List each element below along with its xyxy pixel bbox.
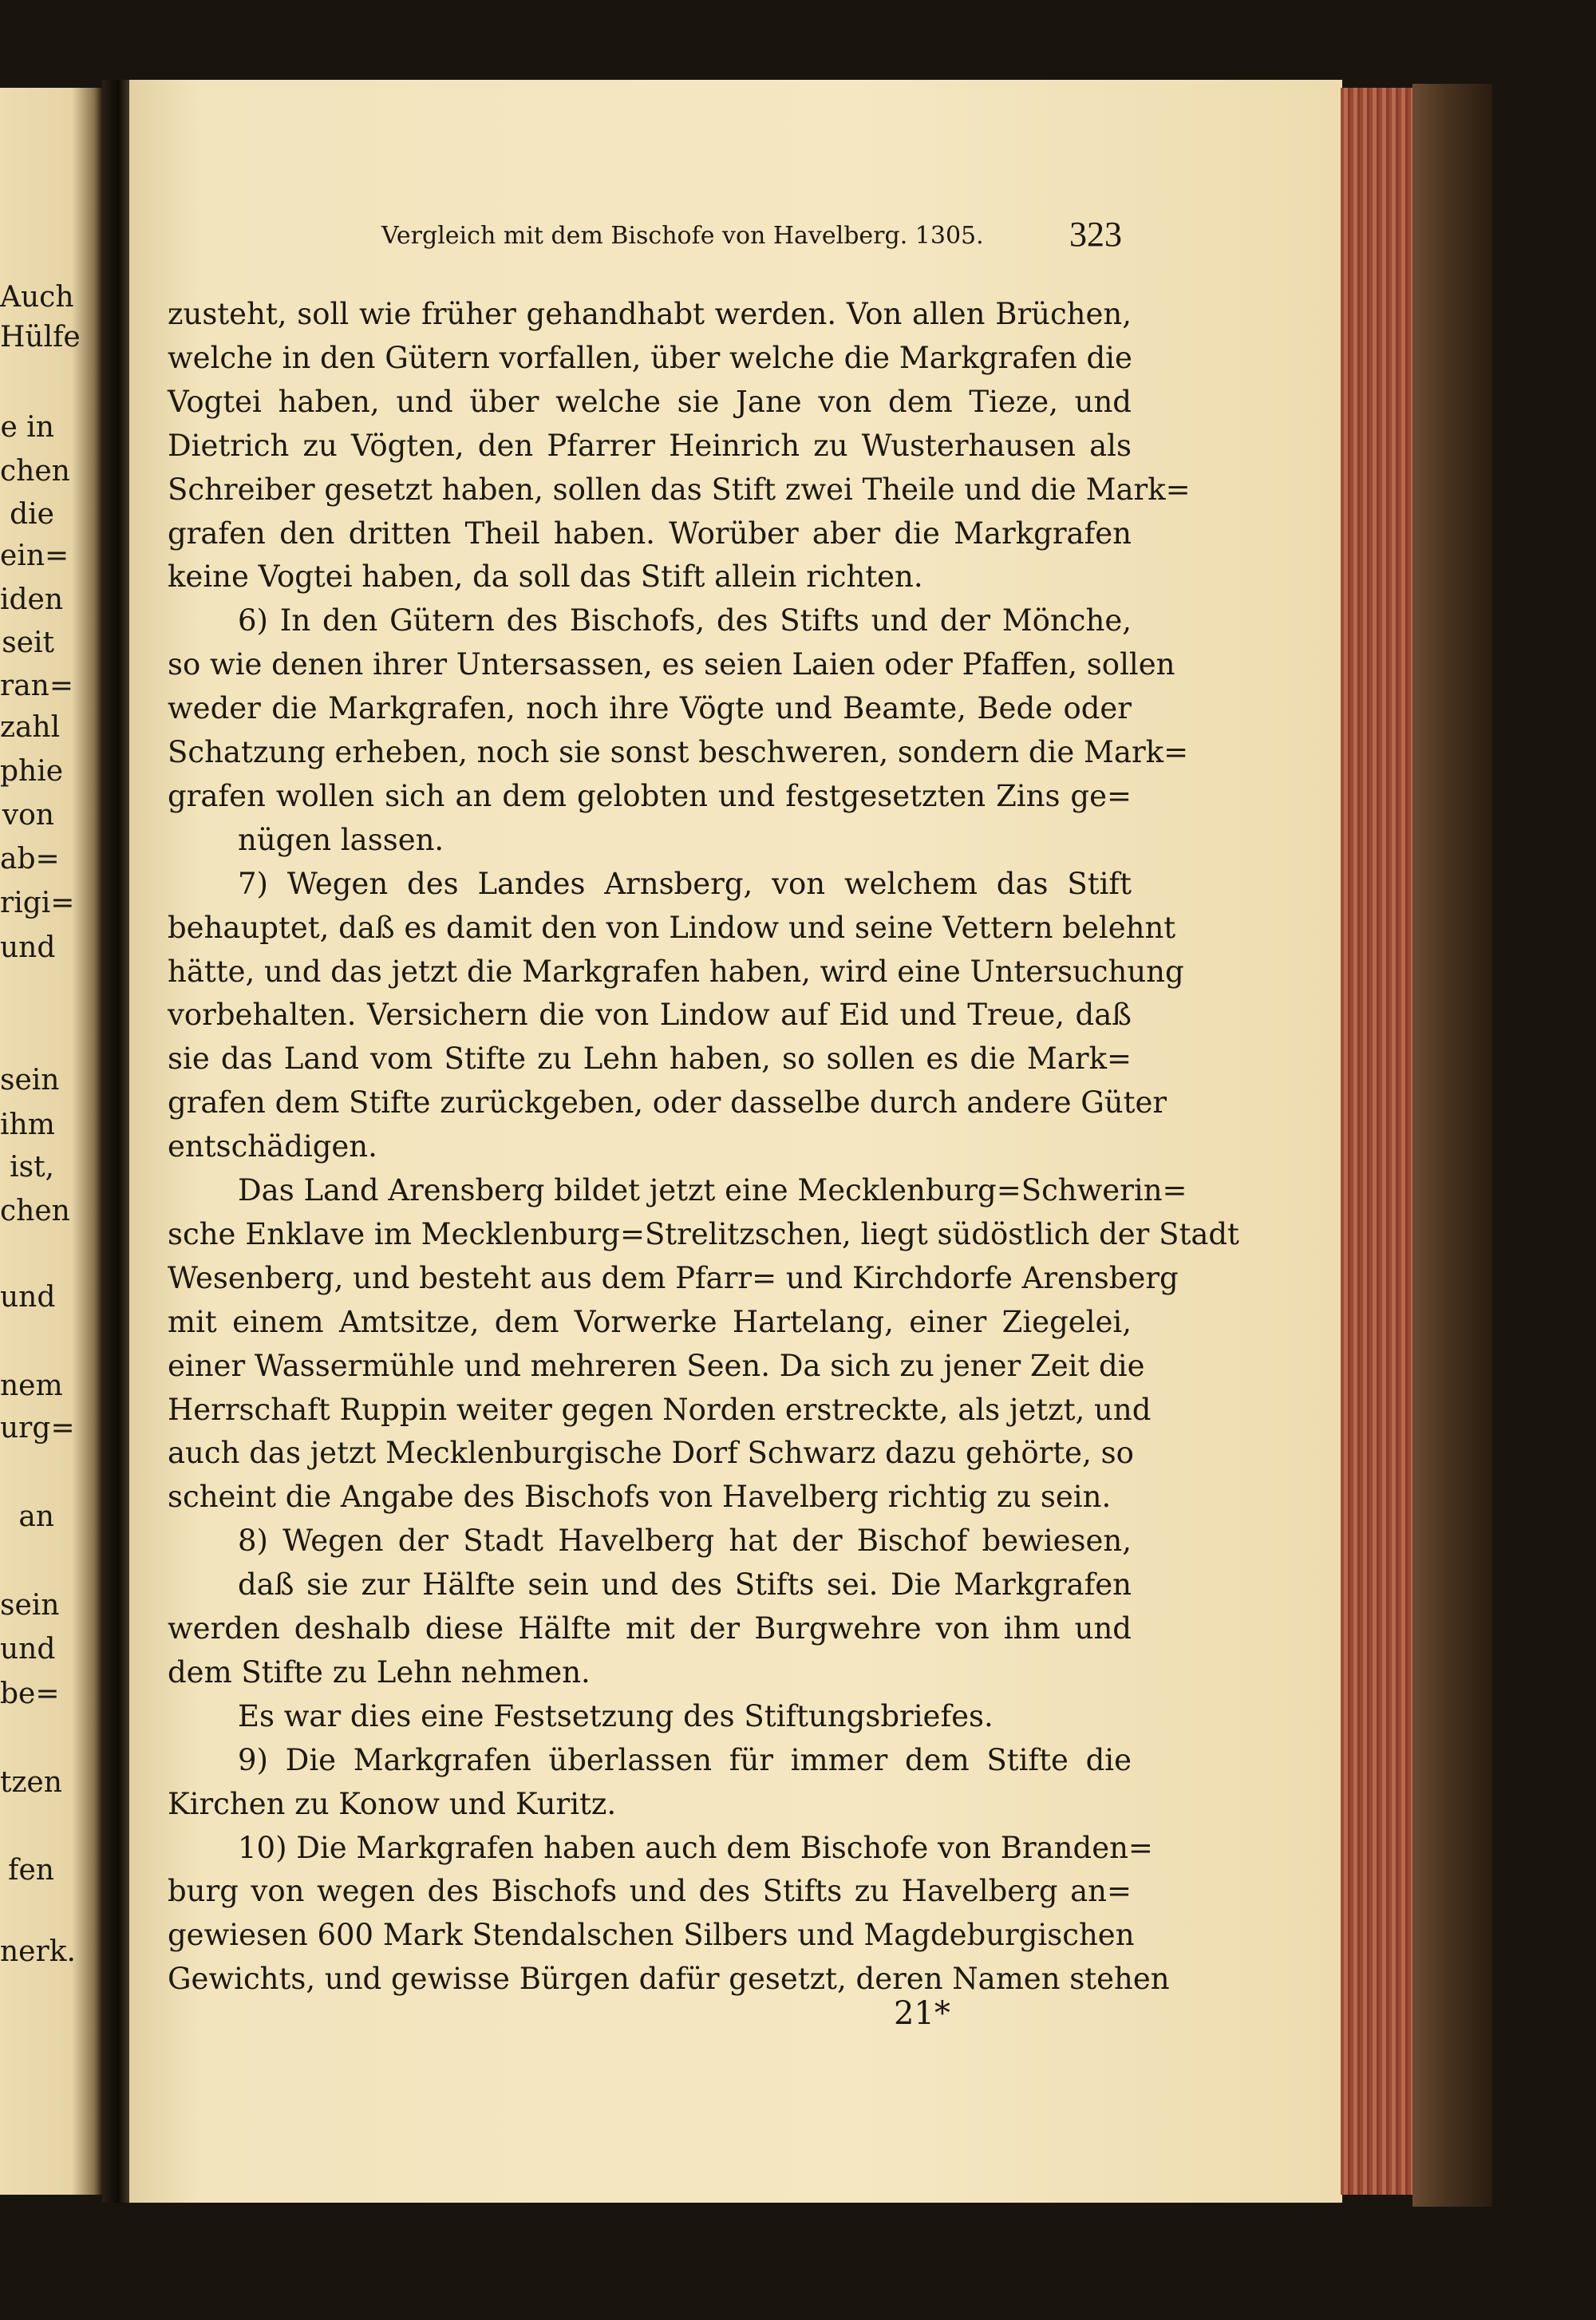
text-line: nügen lassen. — [238, 822, 444, 857]
left-page-fragment: e in — [0, 411, 54, 444]
text-line: entschädigen. — [168, 1129, 377, 1164]
signature-mark: 21* — [894, 1995, 950, 2032]
left-page-fragment: ran= — [0, 670, 74, 702]
left-page-fragment: rigi= — [0, 887, 75, 919]
left-page-fragment: chen — [0, 455, 70, 488]
text-line: weder die Markgrafen, noch ihre Vögte und Beamte, Bede oder — [168, 691, 1132, 726]
left-page-fragment: und — [0, 1281, 56, 1314]
text-line: 6) In den Gütern des Bischofs, des Stifts und der Mönche, — [238, 603, 1132, 638]
text-line: 10) Die Markgrafen haben auch dem Bischofe von Branden= — [238, 1830, 1153, 1865]
text-line: 7) Wegen des Landes Arnsberg, von welchem das Stift — [238, 866, 1132, 901]
left-page-fragment: urg= — [0, 1412, 75, 1445]
text-line: Wesenberg, und besteht aus dem Pfarr= und Kirchdorfe Arensberg — [168, 1260, 1179, 1295]
text-line: vorbehalten. Versichern die von Lindow auf Eid und Treue, daß — [168, 998, 1132, 1033]
text-line: dem Stifte zu Lehn nehmen. — [168, 1654, 591, 1690]
text-line: 9) Die Markgrafen überlassen für immer dem Stifte die — [238, 1742, 1132, 1777]
text-line: daß sie zur Hälfte sein und des Stifts sei. Die Markgrafen — [238, 1567, 1132, 1603]
text-line: Das Land Arensberg bildet jetzt eine Mecklenburg=Schwerin= — [238, 1173, 1187, 1207]
page-edges — [1341, 88, 1412, 2195]
left-page-fragment: ein= — [0, 539, 69, 572]
text-line: welche in den Gütern vorfallen, über welche die Markgrafen die — [168, 340, 1132, 375]
text-line: einer Wassermühle und mehreren Seen. Da sich zu jener Zeit die — [168, 1348, 1145, 1383]
left-page-fragment: iden — [0, 583, 64, 616]
left-page-fragment: an — [18, 1500, 54, 1533]
text-line: sie das Land vom Stifte zu Lehn haben, so sollen es die Mark= — [168, 1041, 1132, 1077]
text-line: mit einem Amtsitze, dem Vorwerke Hartelang, einer Ziegelei, — [168, 1304, 1132, 1339]
left-page-fragment: ab= — [0, 843, 60, 875]
left-page-fragment: ist, — [10, 1151, 54, 1184]
left-page-fragment: seit — [2, 626, 54, 659]
text-line: Gewichts, und gewisse Bürgen dafür gesetzt, deren Namen stehen — [168, 1962, 1170, 1997]
left-page-fragment: und — [0, 931, 56, 964]
text-line: Schatzung erheben, noch sie sonst beschweren, sondern die Mark= — [168, 735, 1189, 769]
text-line: grafen dem Stifte zurückgeben, oder dasselbe durch andere Güter — [168, 1085, 1167, 1120]
text-line: gewiesen 600 Mark Stendalschen Silbers und Magdeburgischen — [168, 1918, 1135, 1953]
text-line: scheint die Angabe des Bischofs von Havelberg richtig zu sein. — [168, 1480, 1112, 1515]
text-line: grafen den dritten Theil haben. Worüber aber die Markgrafen — [168, 516, 1132, 551]
text-line: Kirchen zu Konow und Kuritz. — [168, 1786, 617, 1821]
left-page-fragment: ihm — [0, 1109, 55, 1141]
text-line: werden deshalb diese Hälfte mit der Burgwehre von ihm und — [168, 1611, 1132, 1646]
left-page-fragment: be= — [0, 1678, 60, 1710]
left-page-fragment: Hülfe — [0, 321, 81, 354]
left-page-fragment: und — [0, 1633, 56, 1666]
text-line: Herrschaft Ruppin weiter gegen Norden erstreckte, als jetzt, und — [168, 1392, 1152, 1427]
left-page-fragment: nerk. — [0, 1935, 76, 1968]
text-line: sche Enklave im Mecklenburg=Strelitzschen, liegt südöstlich der Stadt — [168, 1216, 1239, 1251]
text-line: so wie denen ihrer Untersassen, es seien Laien oder Pfaffen, sollen — [168, 647, 1175, 682]
running-title: Vergleich mit dem Bischofe von Havelberg. 1305. — [381, 222, 984, 250]
book-cover-edge — [1412, 84, 1492, 2207]
left-page-fragment: von — [2, 799, 54, 832]
text-line: auch das jetzt Mecklenburgische Dorf Schwarz dazu gehörte, so — [168, 1436, 1134, 1471]
text-line: Dietrich zu Vögten, den Pfarrer Heinrich zu Wusterhausen als — [168, 428, 1132, 463]
left-page-fragment: sein — [0, 1589, 60, 1622]
left-page-fragment: sein — [0, 1064, 60, 1097]
left-page-fragment: nem — [0, 1369, 63, 1402]
left-page-fragment: Auch — [0, 281, 74, 314]
left-page-fragment: tzen — [0, 1766, 62, 1799]
text-line: Es war dies eine Festsetzung des Stiftungsbriefes. — [238, 1698, 994, 1733]
left-page-fragment: phie — [0, 755, 64, 788]
text-line: Schreiber gesetzt haben, sollen das Stift zwei Theile und die Mark= — [168, 472, 1191, 507]
left-page-fragment: zahl — [0, 711, 61, 744]
left-page-fragment: die — [10, 498, 54, 531]
text-line: keine Vogtei haben, da soll das Stift allein richten. — [168, 559, 923, 595]
text-line: burg von wegen des Bischofs und des Stifts zu Havelberg an= — [168, 1874, 1132, 1909]
text-line: zusteht, soll wie früher gehandhabt werden. Von allen Brüchen, — [168, 297, 1132, 331]
page-number: 323 — [1069, 215, 1122, 254]
left-page-fragment: fen — [8, 1854, 54, 1887]
text-line: Vogtei haben, und über welche sie Jane von dem Tieze, und — [168, 384, 1132, 419]
text-line: hätte, und das jetzt die Markgrafen haben, wird eine Untersuchung — [168, 954, 1184, 989]
left-page-fragment: chen — [0, 1195, 70, 1227]
text-line: 8) Wegen der Stadt Havelberg hat der Bischof bewiesen, — [238, 1524, 1132, 1559]
text-line: behauptet, daß es damit den von Lindow und seine Vettern belehnt — [168, 910, 1176, 945]
text-line: grafen wollen sich an dem gelobten und festgesetzten Zins ge= — [168, 778, 1132, 813]
